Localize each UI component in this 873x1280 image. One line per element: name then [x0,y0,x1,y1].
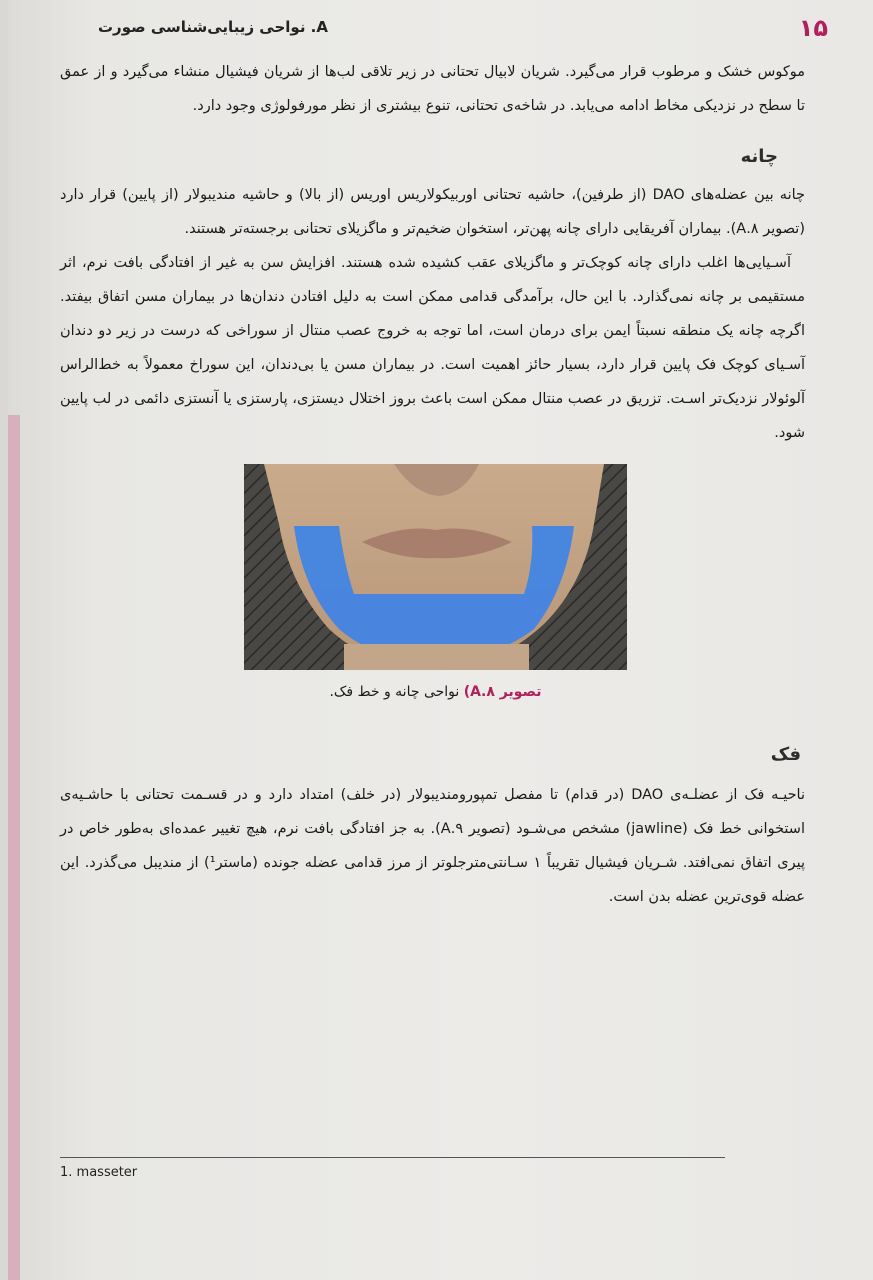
figure-caption-text: نواحی چانه و خط فک. [329,684,460,700]
figure-label: تصویر ۸.A) [463,684,542,700]
footnote: 1. masseter [60,1165,138,1180]
chin-paragraph-1: چانه بین عضله‌های DAO (از طرفین)، حاشیه تحتانی اوربیکولاریس اوریس (از بالا) و حاشیه مندیبولار (از پایین) قرار دارد (تصویر ۸.A). بیماران آفریقایی دارای چانه پهن‌تر، استخوان ضخیم‌تر و ماگزیلای تحتانی برجسته‌تر هستند. [60,187,805,237]
face-photo-illustration [244,464,627,670]
chin-heading: چانه [740,146,778,167]
chin-paragraph-2: آسـیایی‌ها اغلب دارای چانه کوچک‌تر و ماگزیلای عقب کشیده شده هستند. افزایش سن به غیر از افتادگی بافت نرم، اثر مستقیمی بر چانه نمی‌گذارد. با این حال، برآمدگی قدامی ممکن است به دلیل افتادن دندان‌ها در بیماران مسن اتفاق بیفتد. اگرچه چانه یک منطقه نسبتاً ایمن برای درمان است، اما توجه به خروج عصب منتال از سوراخی که درست در زیر دو دندان آسـیای کوچک فک پایین قرار دارد، بسیار حائز اهمیت است. در بیماران مسن یا بی‌دندان، این سوراخ معمولاً به خط‌الراس آلوئولار نزدیک‌تر اسـت. تزریق در عصب منتال ممکن است باعث بروز اختلال دیستزی، پارستزی یا آنستزی دائمی در لب پایین شود. [60,255,805,441]
page-number: ۱۵ [798,14,828,42]
book-page [8,0,873,1280]
chin-jaw-figure [244,464,627,670]
jaw-heading: فک [770,744,801,765]
neck [344,644,529,670]
page-edge-color-strip [8,415,20,1280]
jaw-paragraph: ناحیـه فک از عضلـه‌ی DAO (در قدام) تا مفصل تمپورومندیبولار (در خلف) امتداد دارد و در قسـمت تحتانی با حاشـیه‌ی استخوانی خط فک (jawline) مشخص می‌شـود (تصویر ۹.A). به جز افتادگی بافت نرم، هیچ تغییر عمده‌ای به‌طور خاص در پیری اتفاق نمی‌افتد. شـریان فیشیال تقریباً ۱ سـانتی‌مترجلوتر از مرز قدامی عضله جونده (ماستر¹) از مندیبل می‌گذرد. این عضله قوی‌ترین عضله بدن است. [60,787,805,905]
footnote-divider [60,1157,725,1158]
page-header [38,12,828,44]
figure-caption [244,684,627,700]
intro-paragraph: موکوس خشک و مرطوب قرار می‌گیرد. شریان لابیال تحتانی در زیر تلاقی لب‌ها از شریان فیشیال منشاء می‌گیرد و از عمق تا سطح در نزدیکی مخاط ادامه می‌یابد. در شاخه‌ی تحتانی، تنوع بیشتری از نظر مورفولوژی وجود دارد. [60,64,805,114]
running-title: A. نواحی زیبایی‌شناسی صورت [97,18,328,36]
